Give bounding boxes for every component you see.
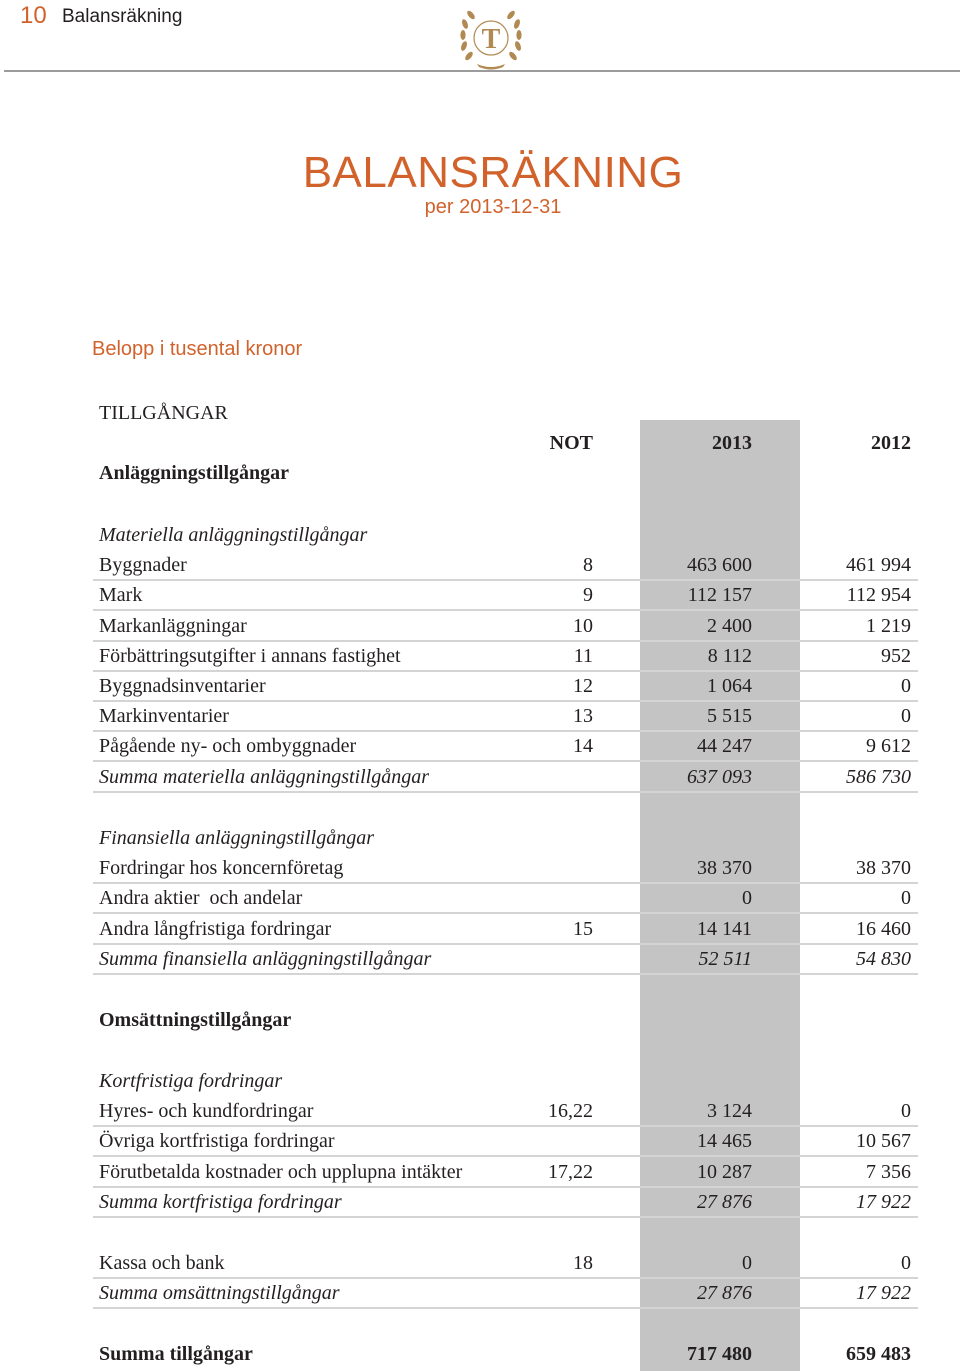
- sum-value-2013: 27 876: [697, 1282, 752, 1304]
- row-label: Fordringar hos koncernföretag: [99, 857, 344, 879]
- row-note: 14: [573, 735, 593, 757]
- row-divider: [93, 1186, 918, 1188]
- row-note: 17,22: [548, 1161, 593, 1183]
- sum-value-2013: 52 511: [698, 948, 752, 970]
- financial-assets-heading: Finansiella anläggningstillgångar: [99, 827, 375, 849]
- section-title: Balansräkning: [62, 6, 183, 27]
- row-value-2012: 1 219: [866, 615, 911, 637]
- row-note: 15: [573, 918, 593, 940]
- row-note: 13: [573, 705, 593, 727]
- row-value-2013: 112 157: [687, 584, 752, 606]
- row-value-2013: 2 400: [707, 615, 752, 637]
- row-divider: [93, 579, 918, 581]
- row-value-2012: 0: [901, 887, 911, 909]
- row-value-2013: 8 112: [707, 645, 752, 667]
- sum-value-2012: 586 730: [846, 766, 911, 788]
- row-value-2013: 10 287: [697, 1161, 752, 1183]
- sum-label: Summa kortfristiga fordringar: [99, 1191, 342, 1213]
- total-value-2013: 717 480: [687, 1343, 752, 1365]
- row-divider: [93, 730, 918, 732]
- row-value-2012: 0: [901, 675, 911, 697]
- row-note: 18: [573, 1252, 593, 1274]
- row-divider: [93, 760, 918, 762]
- sum-value-2013: 637 093: [687, 766, 752, 788]
- row-label: Mark: [99, 584, 143, 606]
- row-label: Pågående ny- och ombyggnader: [99, 735, 357, 757]
- row-divider: [93, 1125, 918, 1127]
- total-label: Summa tillgångar: [99, 1343, 253, 1365]
- row-label: Andra aktier och andelar: [99, 887, 303, 909]
- sum-value-2013: 27 876: [697, 1191, 752, 1213]
- row-value-2013: 3 124: [707, 1100, 752, 1122]
- row-value-2012: 0: [901, 1100, 911, 1122]
- row-label: Hyres- och kundfordringar: [99, 1100, 314, 1122]
- row-note: 9: [583, 584, 593, 606]
- row-label: Markanläggningar: [99, 615, 247, 637]
- row-note: 11: [573, 645, 593, 667]
- fixed-assets-heading: Anläggningstillgångar: [99, 462, 290, 484]
- row-value-2013: 14 141: [697, 918, 752, 940]
- row-divider: [93, 609, 918, 611]
- tangible-assets-heading: Materiella anläggningstillgångar: [99, 524, 368, 546]
- amount-unit-note: Belopp i tusental kronor: [92, 338, 303, 360]
- row-label: Andra långfristiga fordringar: [99, 918, 332, 940]
- page-subtitle: per 2013-12-31: [424, 196, 562, 218]
- row-note: 8: [583, 554, 593, 576]
- row-value-2013: 1 064: [707, 675, 752, 697]
- row-divider: [93, 670, 918, 672]
- row-divider: [93, 912, 918, 914]
- total-value-2012: 659 483: [846, 1343, 911, 1365]
- row-divider: [93, 1307, 918, 1309]
- row-value-2013: 0: [742, 1252, 752, 1274]
- row-label: Övriga kortfristiga fordringar: [99, 1130, 335, 1152]
- row-note: 16,22: [548, 1100, 593, 1122]
- row-value-2013: 5 515: [707, 705, 752, 727]
- row-divider: [93, 791, 918, 793]
- sum-label: Summa materiella anläggningstillgångar: [99, 766, 429, 788]
- row-value-2013: 0: [742, 887, 752, 909]
- laurel-logo-icon: [455, 4, 527, 72]
- current-assets-heading: Omsättningstillgångar: [99, 1009, 292, 1031]
- row-value-2012: 112 954: [846, 584, 911, 606]
- row-divider: [93, 882, 918, 884]
- column-header-2013: 2013: [712, 432, 752, 454]
- row-value-2012: 16 460: [856, 918, 911, 940]
- row-note: 12: [573, 675, 593, 697]
- row-value-2012: 461 994: [846, 554, 911, 576]
- row-divider: [93, 700, 918, 702]
- row-label: Kassa och bank: [99, 1252, 225, 1274]
- row-note: 10: [573, 615, 593, 637]
- row-value-2012: 952: [881, 645, 911, 667]
- row-value-2013: 463 600: [687, 554, 752, 576]
- sum-value-2012: 54 830: [856, 948, 911, 970]
- sum-value-2012: 17 922: [856, 1191, 911, 1213]
- header-divider: [4, 70, 960, 72]
- row-divider: [93, 1216, 918, 1218]
- page-title: BALANSRÄKNING: [302, 148, 684, 197]
- row-value-2012: 0: [901, 1252, 911, 1274]
- row-value-2012: 0: [901, 705, 911, 727]
- row-value-2012: 9 612: [866, 735, 911, 757]
- row-divider: [93, 943, 918, 945]
- row-label: Förutbetalda kostnader och upplupna intäkter: [99, 1161, 463, 1183]
- row-value-2013: 44 247: [697, 735, 752, 757]
- sum-value-2012: 17 922: [856, 1282, 911, 1304]
- row-divider: [93, 640, 918, 642]
- row-divider: [93, 1155, 918, 1157]
- row-divider: [93, 973, 918, 975]
- row-label: Byggnadsinventarier: [99, 675, 266, 697]
- row-value-2013: 38 370: [697, 857, 752, 879]
- row-label: Förbättringsutgifter i annans fastighet: [99, 645, 401, 667]
- page-number: 10: [20, 2, 47, 29]
- row-value-2012: 10 567: [856, 1130, 911, 1152]
- column-header-2012: 2012: [871, 432, 911, 454]
- row-label: Byggnader: [99, 554, 187, 576]
- row-divider: [93, 1277, 918, 1279]
- row-label: Markinventarier: [99, 705, 229, 727]
- row-value-2012: 7 356: [866, 1161, 911, 1183]
- row-value-2013: 14 465: [697, 1130, 752, 1152]
- row-value-2012: 38 370: [856, 857, 911, 879]
- column-header-note: NOT: [549, 432, 593, 454]
- sum-label: Summa finansiella anläggningstillgångar: [99, 948, 432, 970]
- sum-label: Summa omsättningstillgångar: [99, 1282, 340, 1304]
- section-heading: TILLGÅNGAR: [99, 402, 228, 424]
- receivables-heading: Kortfristiga fordringar: [99, 1070, 283, 1092]
- svg-text:T: T: [481, 24, 501, 55]
